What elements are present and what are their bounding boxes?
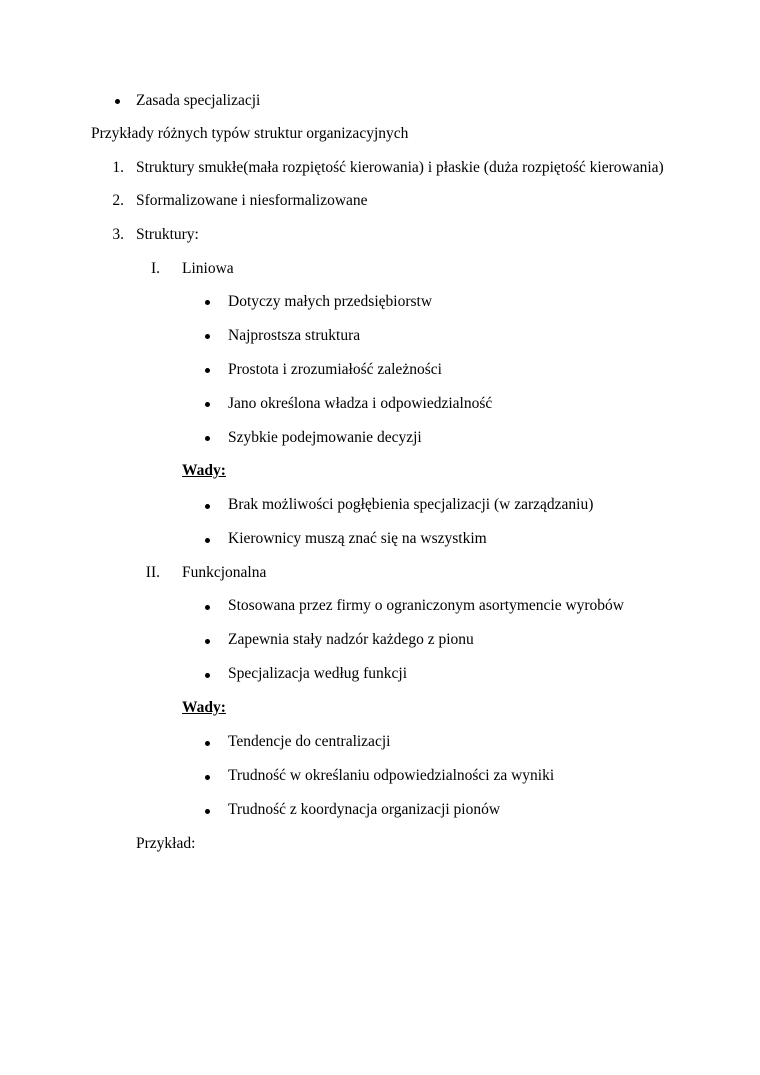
wady-heading: Wady: <box>182 699 226 716</box>
list-item: Najprostsza struktura <box>228 327 361 344</box>
list-item: Dotyczy małych przedsiębiorstw <box>228 293 433 310</box>
bullet-icon <box>205 300 210 305</box>
list-item: Trudność w określaniu odpowiedzialności za wyniki <box>228 767 555 784</box>
list-item: Prostota i zrozumiałość zależności <box>228 361 442 378</box>
section-title-funkcjonalna: Funkcjonalna <box>182 564 267 581</box>
list-item: Zapewnia stały nadzór każdego z pionu <box>228 631 474 648</box>
bullet-icon <box>205 504 210 509</box>
bullet-icon <box>205 775 210 780</box>
roman-numeral: II. <box>145 564 160 581</box>
wady-heading: Wady: <box>182 462 226 479</box>
numbered-item-3: Struktury: <box>136 226 199 243</box>
list-item: Stosowana przez firmy o ograniczonym asortymencie wyrobów <box>228 597 624 614</box>
list-number: 2. <box>112 192 124 209</box>
bullet-icon <box>205 436 210 441</box>
list-item: Brak możliwości pogłębienia specjalizacji (w zarządzaniu) <box>228 496 594 513</box>
bullet-icon <box>205 334 210 339</box>
bullet-icon <box>205 402 210 407</box>
list-number: 3. <box>112 226 124 243</box>
numbered-item-2: Sformalizowane i niesformalizowane <box>136 192 368 209</box>
list-item: Specjalizacja według funkcji <box>228 665 408 682</box>
top-bullet-text: Zasada specjalizacji <box>136 92 261 109</box>
list-item: Kierownicy muszą znać się na wszystkim <box>228 530 487 547</box>
bullet-icon <box>115 99 120 104</box>
example-label: Przykład: <box>136 835 196 852</box>
bullet-icon <box>205 741 210 746</box>
list-item: Tendencje do centralizacji <box>228 733 391 750</box>
section-title-liniowa: Liniowa <box>182 260 234 277</box>
intro-paragraph: Przykłady różnych typów struktur organizacyjnych <box>91 125 409 142</box>
bullet-icon <box>205 538 210 543</box>
roman-numeral: I. <box>150 260 160 277</box>
list-item: Trudność z koordynacja organizacji pionów <box>228 801 501 818</box>
bullet-icon <box>205 673 210 678</box>
bullet-icon <box>205 605 210 610</box>
bullet-icon <box>205 809 210 814</box>
list-item: Jano określona władza i odpowiedzialność <box>228 395 493 412</box>
list-item: Szybkie podejmowanie decyzji <box>228 429 422 446</box>
bullet-icon <box>205 639 210 644</box>
bullet-icon <box>205 368 210 373</box>
list-number: 1. <box>112 159 124 176</box>
numbered-item-1: Struktury smukłe(mała rozpiętość kierowania) i płaskie (duża rozpiętość kierowania) <box>136 159 664 176</box>
